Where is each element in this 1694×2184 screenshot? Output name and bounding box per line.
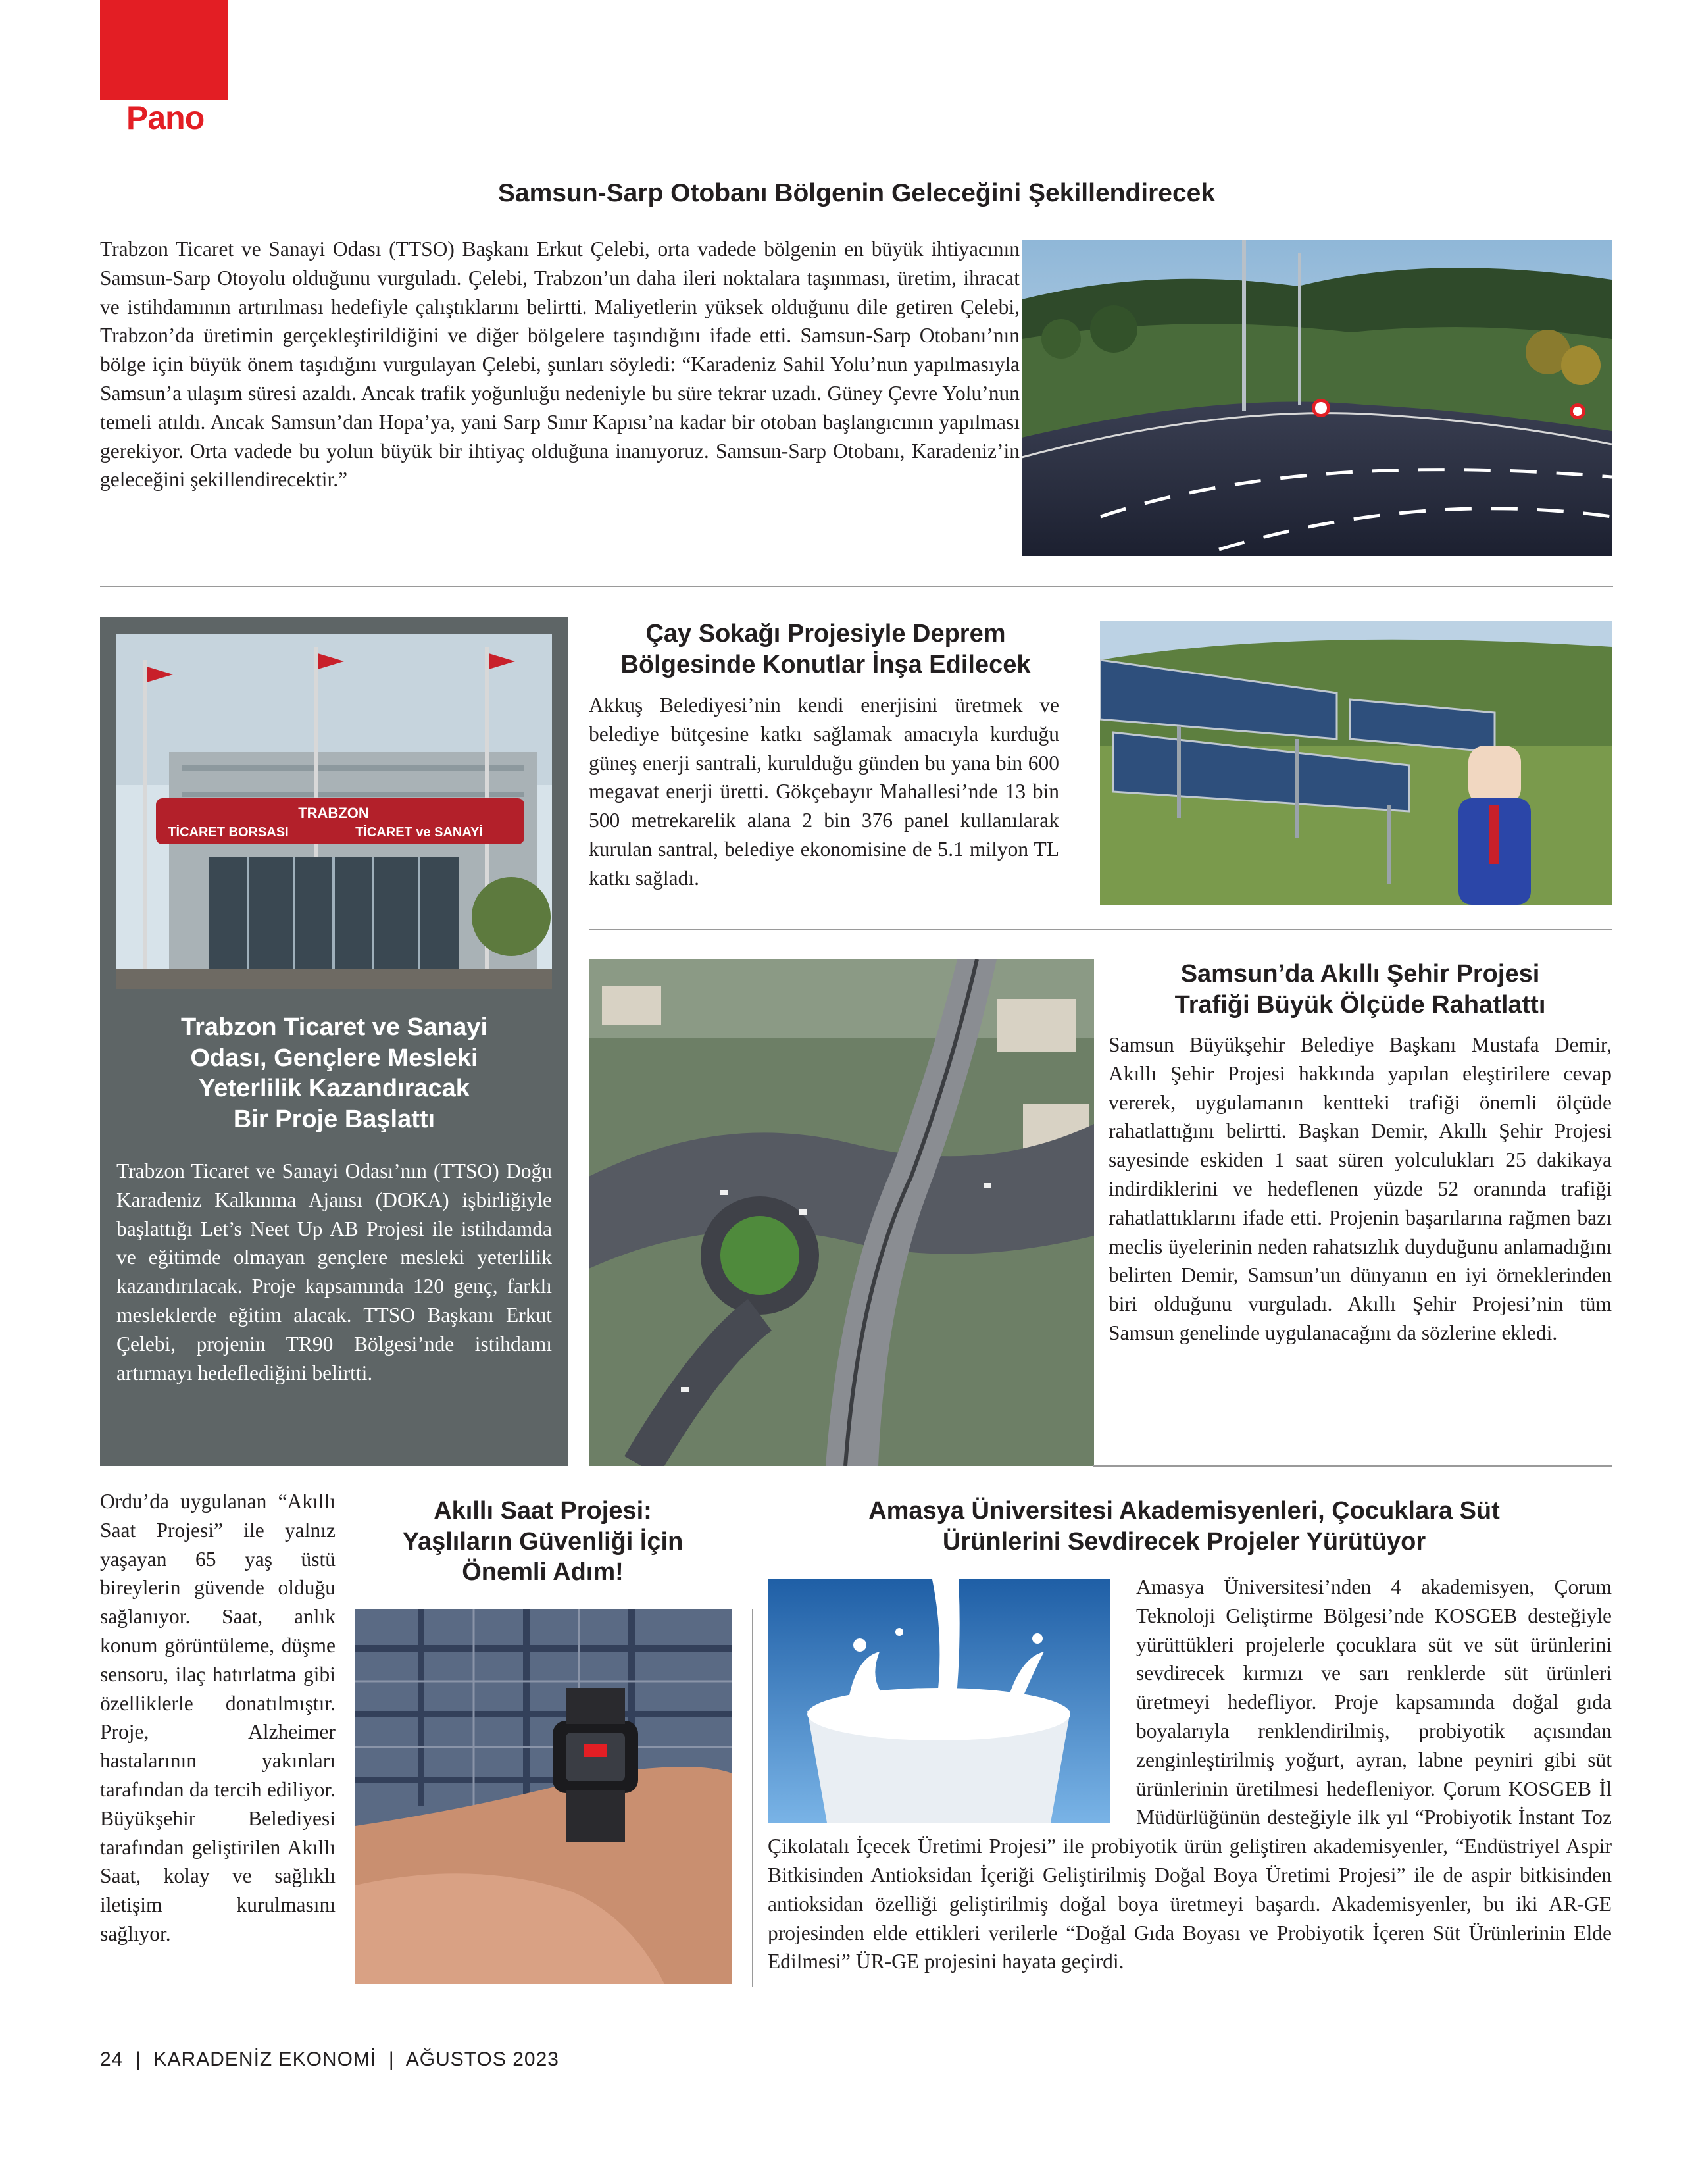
highway-photo — [1022, 240, 1612, 556]
solar-panel-photo — [1100, 621, 1612, 905]
article-body-samsun-sarp: Trabzon Ticaret ve Sanayi Odası (TTSO) Başkanı Erkut Çelebi, orta vadede bölgenin en büyük ihtiyacının Samsun-Sarp Otoyolu olduğunu vurguladı. Çelebi, Trabzon’un daha ileri noktalara taşınması, üretim, ihracat ve istihdamının artırılması hedefiyle çalıştıklarını belirtti. Maliyetlerin yüksek olduğunu dile getiren Çelebi, Trabzon’da üretimin gerçekleştirildiğini ve diğer bölgelere taşındığını ifade etti. Samsun-Sarp Otobanı’nın bölge için büyük önem taşıdığını vurgulayan Çelebi, şunları söyledi: “Karadeniz Sahil Yolu’nun yapılmasıyla Samsun’a ulaşım süresi azaldı. Ancak trafik yoğunluğu nedeniyle bu süre tekrar uzadı. Güney Çevre Yolu’nun temeli atıldı. Ancak Samsun’dan Hopa’ya, yani Sarp Sınır Kapısı’na kadar bir otoban başlangıcının yapılması gerekiyor. Orta vadede bu yolun büyük bir ihtiyaç olduğuna inanıyoruz. Samsun-Sarp Otobanı, Karadeniz’in geleceğini şekillendirecektir.” — [100, 238, 1020, 492]
divider-rule — [589, 929, 1612, 930]
article-body-amasya-milk: Amasya Üniversitesi’nden 4 akademisyen, Çorum Teknoloji Geliştirme Bölgesi’nde KOSGEB desteğiyle yürüttükleri projelerle çocuklara süt ve süt ürünlerini sevdirecek kırmızı ve sarı renklerde süt ürünleri üretmeyi hedefliyor. Proje kapsamında doğal gıda boyalarıyla renklendirilmiş, probiyotik açısından zenginleştirilmiş yoğurt, ayran, labne peyniri gibi süt ürünlerinin üretilmesi hedefleniyor. Çorum KOSGEB İl Müdürlüğünün desteğiyle ilk yıl “Probiyotik İnstant Toz Çikolatalı İçecek Üretimi Projesi” ile probiyotik ürün geliştiren akademisyenler, “Endüstriyel Aspir Bitkisinden Antioksidan İçeriği Geliştirilmiş Doğal Boya Üretimi Projesi” ile de aspir bitkisinden antioksidan özelliği geliştirilmiş doğal boya üretmeyi başardı. Akademisyenler, bu iki AR-GE projesinden elde ettikleri verilerle “Doğal Gıda Boyası ve Probiyotik İçeren Süt Ürünlerinin Elde Edilmesi” ÜR-GE projesini hayata geçirdi. — [768, 1575, 1612, 1973]
article-title-cay-sokagi: Çay Sokağı Projesiyle Deprem Bölgesinde Konutlar İnşa Edilecek — [620, 620, 1031, 678]
footer-separator: | — [129, 2048, 148, 2070]
sign-text-top: TRABZON — [298, 805, 369, 821]
section-label: Pano — [126, 99, 205, 136]
footer-separator: | — [382, 2048, 401, 2070]
column-divider — [752, 1609, 753, 1987]
ttso-building-photo — [116, 634, 552, 989]
milk-splash-photo — [768, 1579, 1110, 1823]
article-title-smart-watch: Akıllı Saat Projesi: Yaşlıların Güvenliği İçin Önemli Adım! — [402, 1497, 684, 1587]
smart-watch-photo — [355, 1609, 732, 1984]
page-number: 24 — [100, 2048, 124, 2070]
article-body-smart-watch: Ordu’da uygulanan “Akıllı Saat Projesi” ile yalnız yaşayan 65 yaş üstü bireylerin güvende olduğu sağlanıyor. Saat, anlık konum görüntüleme, düşme sensoru, ilaç hatırlatma gibi özelliklerle donatılmıştır. Proje, Alzheimer hastalarının yakınları tarafından da tercih ediliyor. Büyükşehir Belediyesi tarafından geliştirilen Akıllı Saat, kolay ve sağlıklı iletişim kurulmasını sağlıyor. — [100, 1490, 336, 1945]
article-body-cay-sokagi: Akkuş Belediyesi’nin kendi enerjisini üretmek ve belediye bütçesine katkı sağlamak amacıyla kurduğu güneş enerji santrali, kurulduğu günden bu yana bin 600 megavat enerji üretti. Gökçebayır Mahallesi’nde 13 bin 500 metrekarelik alana 2 bin 376 panel kullanılarak kurulan santral, belediye ekonomisine de 5.1 milyon TL katkı sağladı. — [589, 694, 1059, 890]
sign-text-right: TİCARET ve SANAYİ — [355, 825, 483, 840]
article-body-amasya-wrapper — [768, 1573, 1612, 1976]
article-title-samsun-smart-city: Samsun’da Akıllı Şehir Projesi Trafiği Büyük Ölçüde Rahatlattı — [1174, 960, 1546, 1019]
article-body-samsun-smart-city: Samsun Büyükşehir Belediye Başkanı Mustafa Demir, Akıllı Şehir Projesi hakkında yapılan eleştirilere cevap vererek, uygulamanın kentteki trafiği önemli ölçüde rahatlattığını belirtti. Başkan Demir, Akıllı Şehir Projesi sayesinde eskiden 1 saat süren yolculukları 25 dakikaya indirdiklerini ve hedeflenen yüzde 52 oranında trafiği rahatlattıklarını ifade etti. Projenin başarılarına rağmen bazı meclis üyelerinin neden rahatsızlık duyduğunu anlamadığını belirten Demir, Samsun’un dünyanın en iyi örneklerinden biri olduğunu vurguladı. Akıllı Şehir Projesi’nin tüm Samsun genelinde uygulanacağını da sözlerine ekledi. — [1109, 1033, 1612, 1344]
issue-date: AĞUSTOS 2023 — [405, 2048, 559, 2070]
article-title-amasya-milk: Amasya Üniversitesi Akademisyenleri, Çocuklara Süt Ürünlerini Sevdirecek Projeler Yürütüyor — [868, 1497, 1500, 1556]
roundabout-aerial-photo — [589, 959, 1094, 1466]
divider-rule — [100, 586, 1613, 587]
section-color-tab — [100, 0, 228, 100]
sign-text-left: TİCARET BORSASI — [168, 825, 289, 840]
article-body-ttso-youth: Trabzon Ticaret ve Sanayi Odası’nın (TTSO) Doğu Karadeniz Kalkınma Ajansı (DOKA) işbirliğiyle başlattığı Let’s Neet Up AB Projesi ile istihdamda ve eğitimde olmayan gençlere mesleki yeterlilik kazandırılacak. Proje kapsamında 120 genç, farklı mesleklerde eğitim alacak. TTSO Başkanı Erkut Çelebi, projenin TR90 Bölgesi’nde istihdamı artırmayı hedeflediğini belirtti. — [116, 1159, 552, 1384]
divider-rule — [1093, 1465, 1612, 1467]
magazine-name: KARADENİZ EKONOMİ — [153, 2048, 377, 2070]
sidebar-box-ttso — [100, 617, 568, 1466]
article-title-ttso-youth: Trabzon Ticaret ve Sanayi Odası, Gençlere Mesleki Yeterlilik Kazandıracak Bir Proje Başlattı — [180, 1013, 488, 1134]
page-footer — [100, 2048, 559, 2071]
article-title-samsun-sarp: Samsun-Sarp Otobanı Bölgenin Geleceğini Şekillendirecek — [497, 179, 1216, 207]
